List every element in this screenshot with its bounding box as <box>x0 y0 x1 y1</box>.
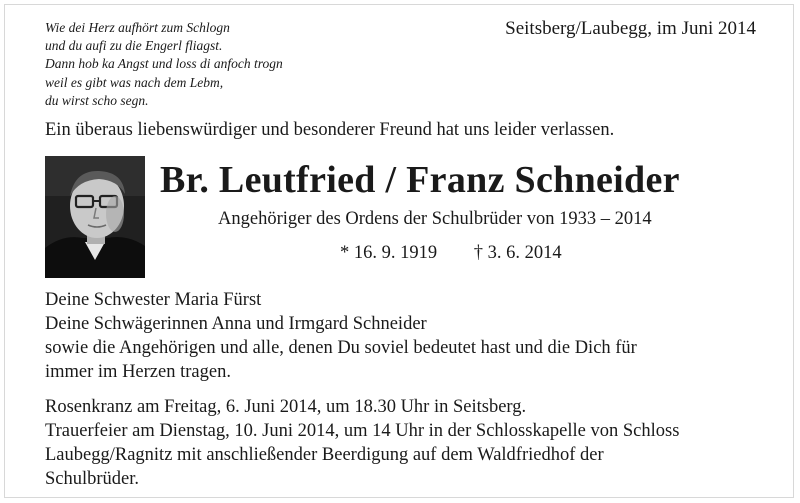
portrait-image <box>45 156 145 278</box>
service-details <box>45 395 757 491</box>
poem-line: und du aufi zu die Engerl fliagst. <box>45 38 223 54</box>
mourners-line: immer im Herzen tragen. <box>45 362 231 382</box>
death-date: † 3. 6. 2014 <box>473 243 562 263</box>
poem <box>45 19 283 110</box>
birth-date: * 16. 9. 1919 <box>340 243 438 263</box>
poem-line: Wie dei Herz aufhört zum Schlogn <box>45 20 230 35</box>
order-affiliation: Angehöriger des Ordens der Schulbrüder von 1933 – 2014 <box>218 209 652 229</box>
poem-line: weil es gibt was nach dem Lebm, <box>45 74 224 90</box>
mourners-line: sowie die Angehörigen und alle, denen Du soviel bedeutet hast und die Dich für <box>45 338 637 358</box>
intro-sentence: Ein überaus liebenswürdiger und besonderer Freund hat uns leider verlassen. <box>45 120 615 140</box>
mourners-list <box>45 288 755 384</box>
service-line: Rosenkranz am Freitag, 6. Juni 2014, um 18.30 Uhr in Seitsberg. <box>45 397 527 417</box>
service-line: Trauerfeier am Dienstag, 10. Juni 2014, um 14 Uhr in der Schlosskapelle von Schloss <box>45 421 680 441</box>
poem-line: du wirst scho segn. <box>45 92 149 108</box>
service-line: Schulbrüder. <box>45 469 140 489</box>
poem-line: Dann hob ka Angst und loss di anfoch trogn <box>45 56 283 72</box>
life-dates <box>340 243 562 264</box>
place-date: Seitsberg/Laubegg, im Juni 2014 <box>505 18 756 39</box>
deceased-name: Br. Leutfried / Franz Schneider <box>160 159 680 201</box>
portrait-photo <box>45 156 145 278</box>
mourners-line: Deine Schwester Maria Fürst <box>45 290 262 310</box>
mourners-line: Deine Schwägerinnen Anna und Irmgard Schneider <box>45 314 427 334</box>
service-line: Laubegg/Ragnitz mit anschließender Beerdigung auf dem Waldfriedhof der <box>45 445 604 465</box>
